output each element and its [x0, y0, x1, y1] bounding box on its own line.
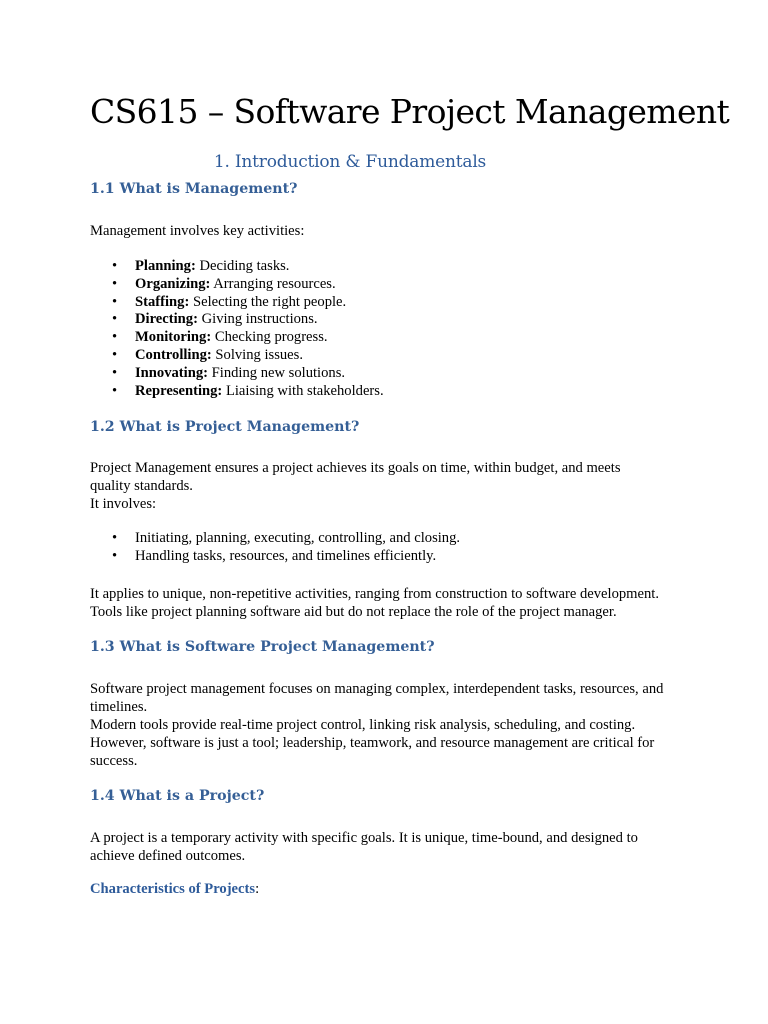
project-management-tools: Tools like project planning software aid but do not replace the role of the project manager.	[90, 604, 617, 620]
characteristics-heading-text: Characteristics of Projects	[90, 881, 256, 897]
list-item-desc: Solving issues.	[211, 346, 303, 363]
characteristics-heading-colon: :	[255, 881, 260, 897]
list-item-text: Handling tasks, resources, and timelines efficiently.	[135, 547, 437, 564]
list-item	[90, 530, 460, 548]
bullet-icon: •	[112, 364, 118, 381]
software-pm-tools: Modern tools provide real-time project control, linking risk analysis, scheduling, and costing.	[90, 717, 636, 733]
section-heading-management: 1.1 What is Management?	[90, 181, 298, 197]
project-management-applies: It applies to unique, non-repetitive activities, ranging from construction to software development.	[90, 586, 659, 602]
list-item-term: Staffing:	[135, 293, 190, 310]
characteristics-heading	[90, 881, 259, 898]
list-item-text: Initiating, planning, executing, controlling, and closing.	[135, 530, 461, 546]
project-management-definition: Project Management ensures a project achieves its goals on time, within budget, and meets quality standards.	[90, 460, 621, 494]
bullet-icon: •	[112, 346, 118, 363]
list-item-term: Monitoring:	[135, 329, 212, 346]
list-item-desc: Checking progress.	[211, 329, 328, 346]
list-item-desc: Selecting the right people.	[189, 293, 347, 310]
list-item	[90, 383, 384, 401]
list-item-term: Planning:	[135, 258, 196, 274]
software-pm-leadership: However, software is just a tool; leadership, teamwork, and resource management are critical for success.	[90, 735, 655, 769]
list-item-term: Directing:	[135, 311, 198, 328]
bullet-icon: •	[112, 293, 118, 310]
management-activities-list	[90, 258, 384, 400]
list-item	[90, 258, 384, 276]
list-item	[90, 294, 384, 312]
bullet-icon: •	[112, 275, 118, 292]
list-item	[90, 548, 460, 566]
list-item	[90, 276, 384, 294]
project-management-involves: It involves:	[90, 496, 157, 512]
document-title: CS615 – Software Project Management	[90, 92, 730, 131]
project-definition: A project is a temporary activity with specific goals. It is unique, time-bound, and designed to achieve defined outcomes.	[90, 830, 638, 864]
management-intro: Management involves key activities:	[90, 223, 305, 239]
list-item	[90, 329, 384, 347]
document-subtitle: 1. Introduction & Fundamentals	[213, 152, 487, 172]
list-item-desc: Finding new solutions.	[208, 364, 346, 381]
list-item-desc: Arranging resources.	[210, 275, 336, 292]
bullet-icon: •	[112, 258, 118, 274]
list-item-term: Representing:	[135, 382, 223, 399]
bullet-icon: •	[112, 547, 118, 564]
list-item	[90, 311, 384, 329]
list-item	[90, 365, 384, 383]
bullet-icon: •	[112, 311, 118, 328]
software-pm-definition: Software project management focuses on managing complex, interdependent tasks, resources, and timelines.	[90, 681, 664, 715]
list-item-desc: Giving instructions.	[197, 311, 318, 328]
list-item-term: Innovating:	[135, 364, 208, 381]
list-item-term: Organizing:	[135, 275, 211, 292]
project-management-list	[90, 530, 460, 566]
bullet-icon: •	[112, 530, 118, 546]
section-heading-software-project-management: 1.3 What is Software Project Management?	[90, 639, 435, 655]
list-item	[90, 347, 384, 365]
bullet-icon: •	[112, 329, 118, 346]
section-heading-project-management: 1.2 What is Project Management?	[90, 419, 360, 435]
list-item-term: Controlling:	[135, 346, 212, 363]
bullet-icon: •	[112, 382, 118, 399]
list-item-desc: Deciding tasks.	[195, 258, 290, 274]
section-heading-project: 1.4 What is a Project?	[90, 788, 265, 804]
list-item-desc: Liaising with stakeholders.	[222, 382, 384, 399]
